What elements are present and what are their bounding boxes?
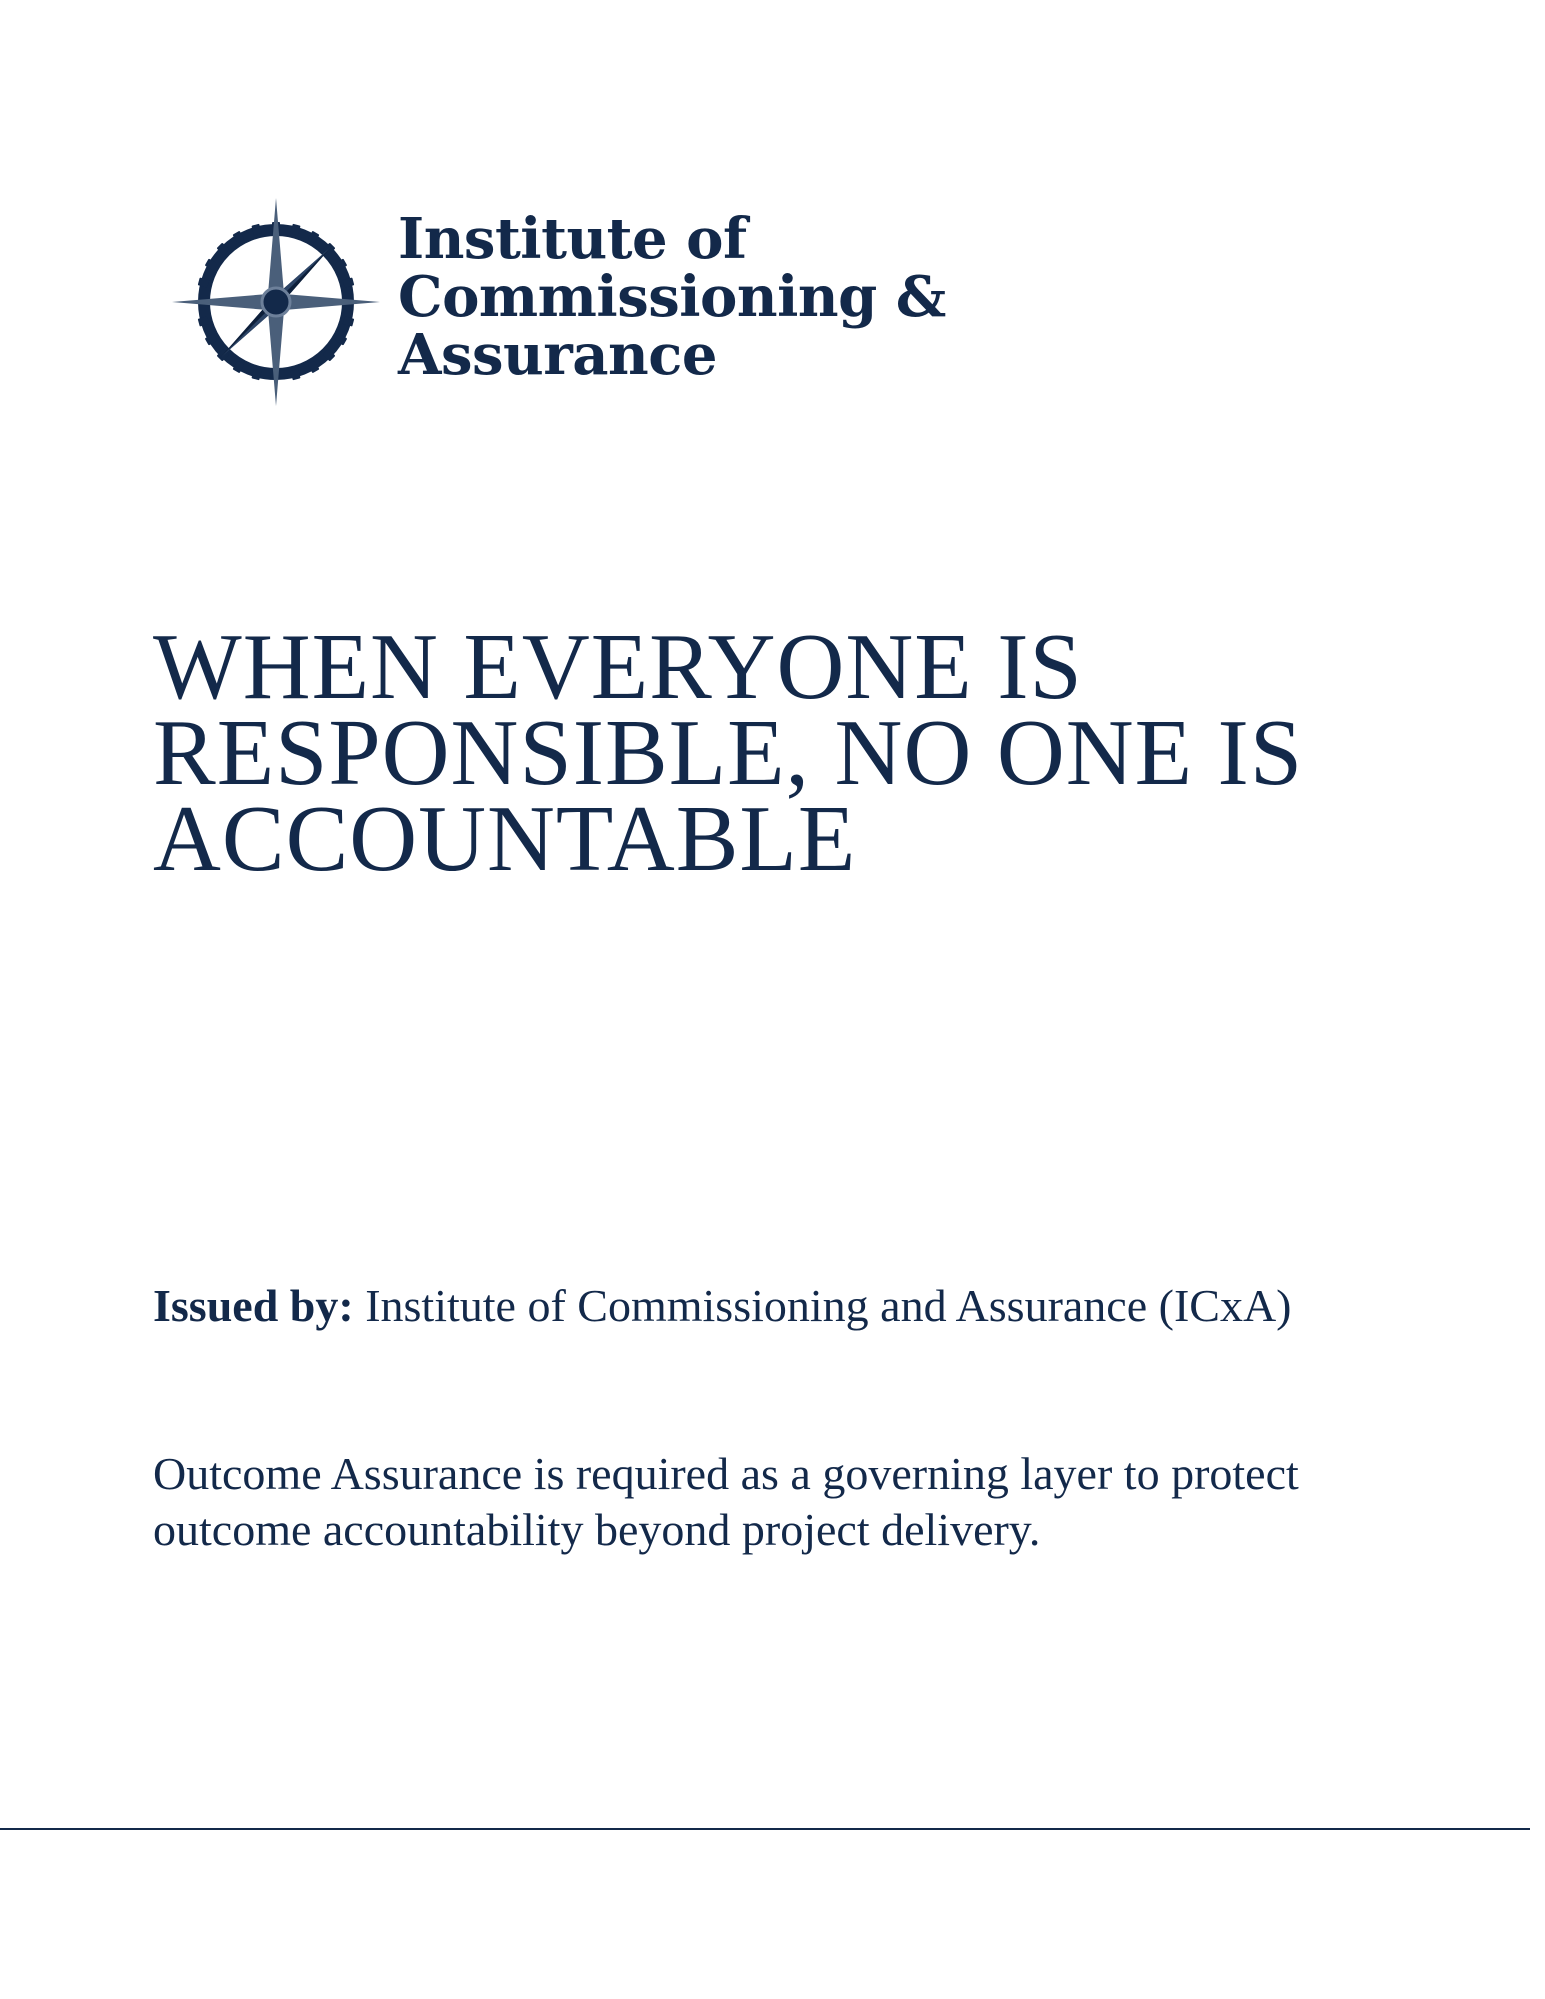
- title-line: WHEN EVERYONE IS: [153, 615, 1083, 719]
- document-title: [153, 615, 1453, 891]
- issued-by: [153, 1278, 1363, 1334]
- institute-name: [398, 206, 946, 388]
- institute-name-line: Commissioning &: [398, 264, 946, 330]
- institute-name-line: Assurance: [398, 322, 717, 388]
- title-line: RESPONSIBLE, NO ONE IS: [153, 701, 1304, 805]
- issued-by-label: Issued by:: [153, 1280, 354, 1331]
- footer-divider: [0, 1828, 1530, 1830]
- compass-gear-icon: [170, 196, 382, 408]
- institute-name-line: Institute of: [398, 206, 747, 272]
- institute-logo: [170, 196, 946, 416]
- summary-text: Outcome Assurance is required as a governing layer to protect outcome accountability beyond project delivery.: [153, 1448, 1299, 1555]
- title-line: ACCOUNTABLE: [153, 787, 857, 891]
- issued-by-value: Institute of Commissioning and Assurance (ICxA): [353, 1280, 1292, 1331]
